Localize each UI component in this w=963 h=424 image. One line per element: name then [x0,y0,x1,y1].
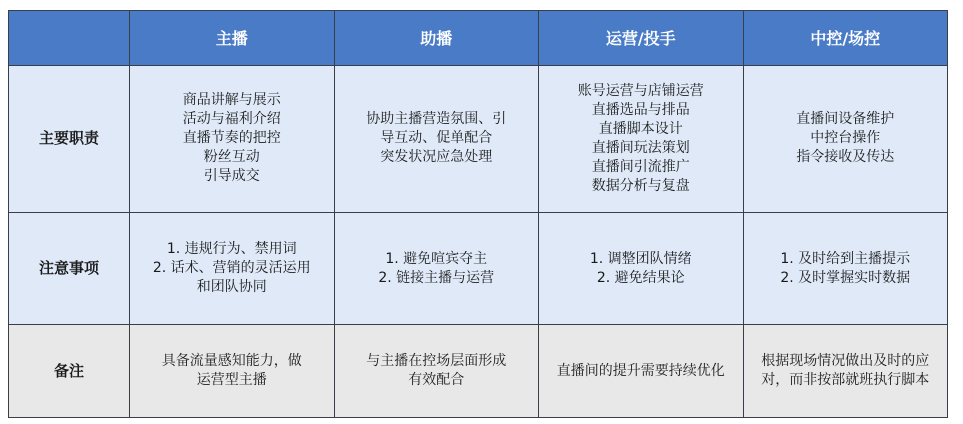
cell-line: 数据分析与复盘 [591,177,690,194]
cell-duties-anchor [130,66,335,213]
header-anchor: 主播 [130,11,335,66]
cell-line: 直播节奏的把控 [182,130,281,147]
cell-line: 直播间引流推广 [591,158,690,175]
header-assistant: 助播 [334,11,539,66]
cell-notes-control [743,212,948,325]
cell-line: 直播间玩法策划 [591,139,690,156]
cell-line: 2. 话术、营销的灵活运用 [152,260,311,277]
cell-line: 1. 避免喧宾夺主 [385,250,488,267]
cell-line: 突发状况应急处理 [380,149,493,166]
cell-line: 直播间的提升需要持续优化 [556,362,725,379]
cell-line: 指令接收及传达 [796,149,895,166]
cell-line: 引导成交 [203,168,260,185]
cell-line: 粉丝互动 [203,149,260,166]
cell-line: 导互动、促单配合 [380,130,493,147]
cell-remarks-anchor [130,325,335,418]
cell-line: 1. 违规行为、禁用词 [166,241,297,258]
cell-duties-assistant [334,66,539,213]
cell-line: 中控台操作 [810,130,881,147]
cell-remarks-control [743,325,948,418]
header-row [9,11,948,66]
cell-line: 直播脚本设计 [598,120,683,137]
row-label-remarks: 备注 [9,325,130,418]
cell-notes-anchor [130,212,335,325]
cell-remarks-assistant [334,325,539,418]
roles-table [8,10,948,418]
cell-line: 活动与福利介绍 [182,111,281,128]
cell-line: 根据现场情况做出及时的应 [761,353,930,370]
cell-line: 2. 避免结果论 [596,269,685,286]
header-corner-cell [9,11,130,66]
cell-notes-operations [539,212,744,325]
cell-line: 2. 及时掌握实时数据 [780,269,911,286]
cell-line: 运营型主播 [196,372,267,389]
cell-line: 直播选品与排品 [591,101,690,118]
cell-line: 1. 及时给到主播提示 [780,250,911,267]
cell-line: 账号运营与店铺运营 [577,82,704,99]
header-operations: 运营/投手 [539,11,744,66]
cell-remarks-operations [539,325,744,418]
header-control: 中控/场控 [743,11,948,66]
cell-line: 对，而非按部就班执行脚本 [761,372,930,389]
cell-duties-operations [539,66,744,213]
cell-duties-control [743,66,948,213]
cell-line: 1. 调整团队情绪 [589,250,692,267]
cell-line: 直播间设备维护 [796,111,895,128]
cell-line: 有效配合 [408,372,465,389]
cell-line: 与主播在控场层面形成 [366,353,507,370]
row-remarks [9,325,948,418]
row-duties [9,66,948,213]
roles-table-container [8,10,948,418]
cell-line: 协助主播营造氛围、引 [366,111,507,128]
cell-line: 和团队协同 [196,279,267,296]
cell-line: 2. 链接主播与运营 [378,269,495,286]
cell-notes-assistant [334,212,539,325]
row-label-duties: 主要职责 [9,66,130,213]
row-notes [9,212,948,325]
cell-line: 具备流量感知能力，做 [161,353,302,370]
cell-line: 商品讲解与展示 [182,92,281,109]
row-label-notes: 注意事项 [9,212,130,325]
